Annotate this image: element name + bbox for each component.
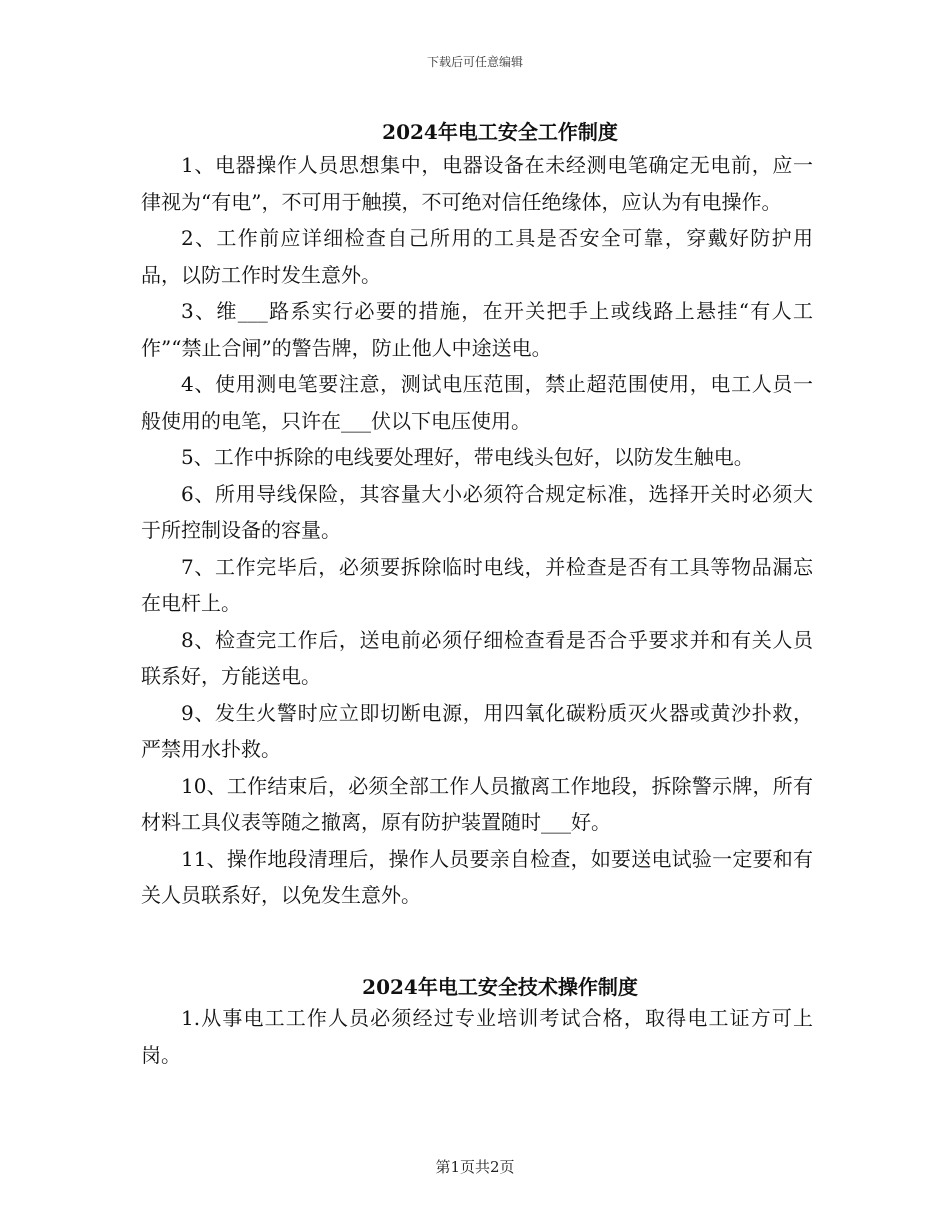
section-body-safety-tech-rules <box>141 1000 813 1073</box>
paragraph: 10、工作结束后，必须全部工作人员撤离工作地段，拆除警示牌，所有材料工具仪表等随之撤离，原有防护装置随时___好。 <box>141 773 813 834</box>
paragraph: 1.从事电工工作人员必须经过专业培训考试合格，取得电工证方可上岗。 <box>141 1006 813 1067</box>
paragraph: 4、使用测电笔要注意，测试电压范围，禁止超范围使用，电工人员一般使用的电笔，只许在___伏以下电压使用。 <box>141 372 813 433</box>
page-number: 第1页共2页 <box>435 1158 515 1176</box>
section-title-safety-tech-rules: 2024年电工安全技术操作制度 <box>362 975 638 999</box>
paragraph: 5、工作中拆除的电线要处理好，带电线头包好，以防发生触电。 <box>181 445 754 469</box>
paragraph: 8、检查完工作后，送电前必须仔细检查看是否合乎要求并和有关人员联系好，方能送电。 <box>141 627 813 688</box>
paragraph: 1、电器操作人员思想集中，电器设备在未经测电笔确定无电前，应一律视为“有电”，不可用于触摸，不可绝对信任绝缘体，应认为有电操作。 <box>141 153 813 214</box>
paragraph: 6、所用导线保险，其容量大小必须符合规定标准，选择开关时必须大于所控制设备的容量。 <box>141 481 813 542</box>
header-note: 下载后可任意编辑 <box>426 55 523 69</box>
paragraph: 11、操作地段清理后，操作人员要亲自检查，如要送电试验一定要和有关人员联系好，以免发生意外。 <box>141 846 813 907</box>
paragraph: 3、维___路系实行必要的措施，在开关把手上或线路上悬挂“有人工作”“禁止合闸”的警告牌，防止他人中途送电。 <box>141 299 813 360</box>
paragraph: 2、工作前应详细检查自己所用的工具是否安全可靠，穿戴好防护用品，以防工作时发生意外。 <box>141 226 813 287</box>
paragraph: 9、发生火警时应立即切断电源，用四氧化碳粉质灭火器或黄沙扑救，严禁用水扑救。 <box>141 700 813 761</box>
section-body-safety-work-rules <box>141 147 813 914</box>
section-title-safety-work-rules: 2024年电工安全工作制度 <box>382 120 618 144</box>
paragraph: 7、工作完毕后，必须要拆除临时电线，并检查是否有工具等物品漏忘在电杆上。 <box>141 554 813 615</box>
